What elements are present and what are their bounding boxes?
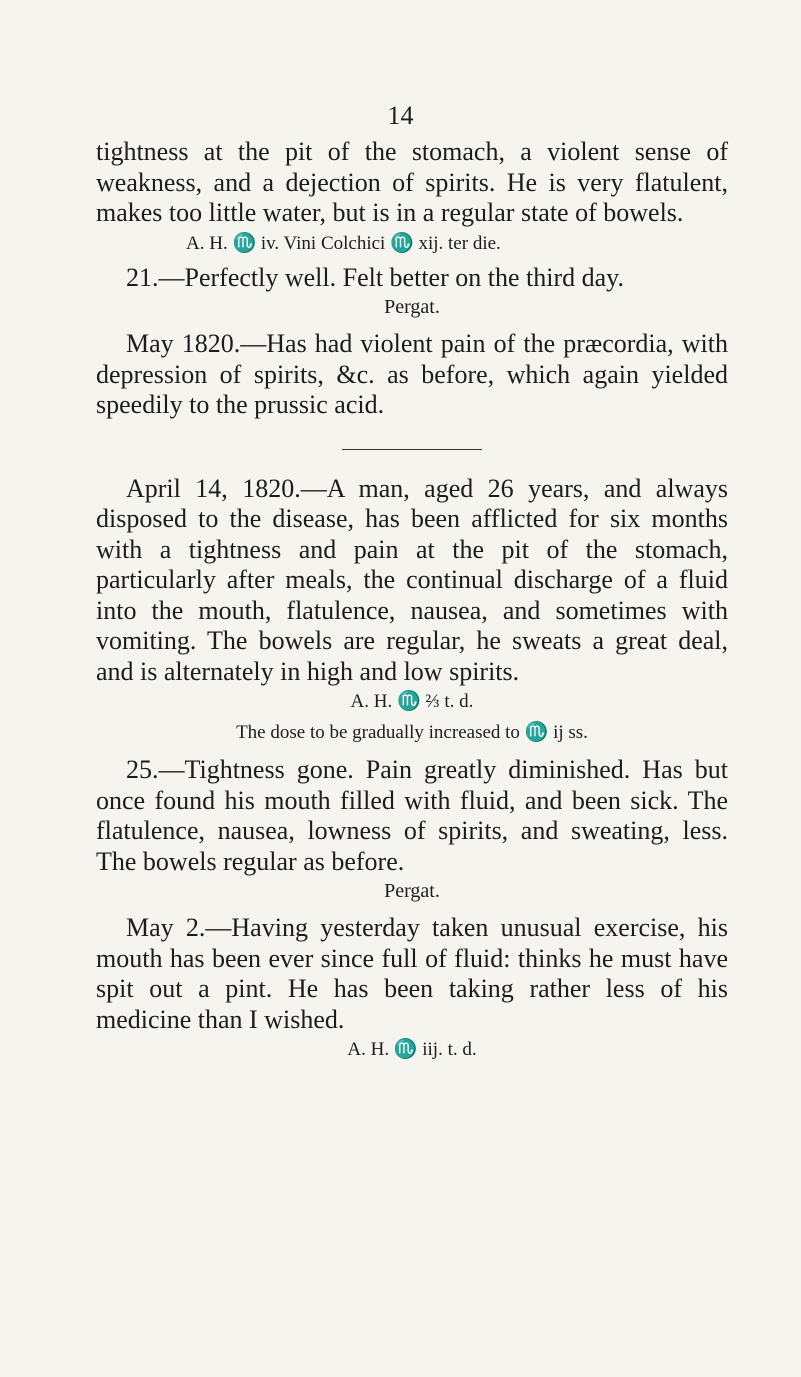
paragraph-entry-25: 25.—Tightness gone. Pain greatly diminished. Has but once found his mouth filled with fluid, and been sick. The flatulence, nausea, lowness of spirits, and sweating, less. The bowels regular as before. xyxy=(96,755,728,876)
pergat-note: Pergat. xyxy=(384,296,440,318)
prescription-line: A. H. ♏ iij. t. d. xyxy=(347,1039,477,1060)
page-body xyxy=(96,137,728,1069)
section-divider xyxy=(342,449,482,450)
prescription-line: A. H. ♏ iv. Vini Colchici ♏ xij. ter die. xyxy=(186,232,501,254)
pergat-note: Pergat. xyxy=(384,880,440,902)
paragraph-entry-21: 21.—Perfectly well. Felt better on the third day. xyxy=(126,262,624,292)
paragraph-may-2: May 2.—Having yesterday taken unusual exercise, his mouth has been ever since full of fluid: thinks he must have spit out a pint. He has been taking rather less of his medicine than I wished. xyxy=(96,913,728,1034)
paragraph-may-1820: May 1820.—Has had violent pain of the præcordia, with depression of spirits, &c. as before, which again yielded speedily to the prussic acid. xyxy=(96,329,728,419)
page-number: 14 xyxy=(387,101,414,130)
paragraph-april-1820-case: April 14, 1820.—A man, aged 26 years, and always disposed to the disease, has been afflicted for six months with a tightness and pain at the pit of the stomach, particularly after meals, the continual discharge of a fluid into the mouth, flatulence, nausea, and sometimes with vomiting. The bowels are regular, he sweats a great deal, and is alternately in high and low spirits. xyxy=(96,473,728,686)
prescription-line: A. H. ♏ ⅔ t. d. xyxy=(350,691,474,712)
paragraph-continuation: tightness at the pit of the stomach, a violent sense of weakness, and a dejection of spirits. He is very flatulent, makes too little water, but is in a regular state of bowels. xyxy=(96,137,728,227)
dose-note: The dose to be gradually increased to ♏ ij ss. xyxy=(236,722,588,743)
